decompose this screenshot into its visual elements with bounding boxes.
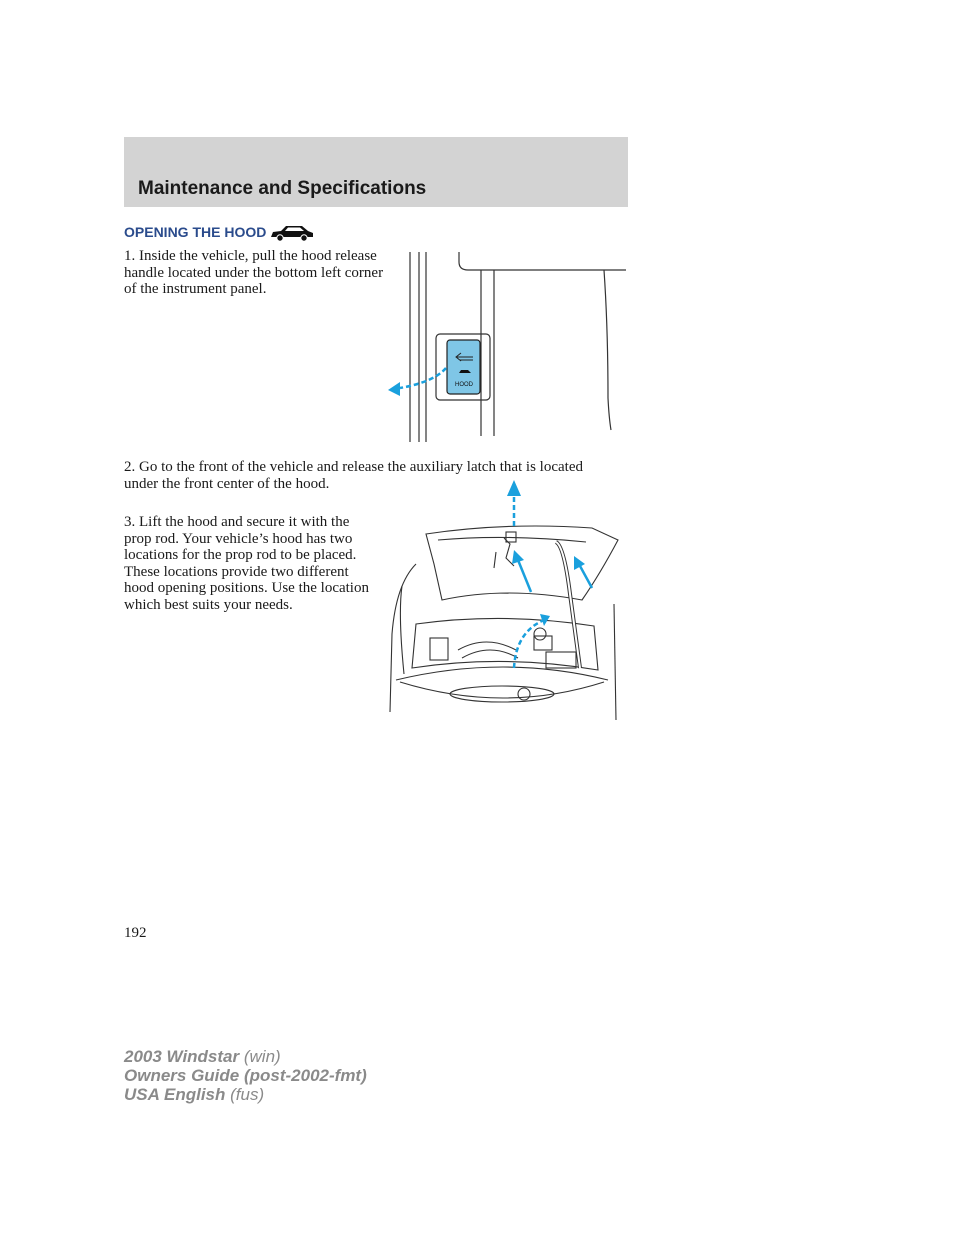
step-3-text: 3. Lift the hood and secure it with the prop rod. Your vehicle’s hood has two locations for the prop rod to be placed. These locations provide two different hood opening positions. Use the location which best suits your needs. xyxy=(124,514,369,613)
subhead-opening-the-hood xyxy=(124,222,315,242)
subhead-text: OPENING THE HOOD xyxy=(124,224,267,240)
footer-block xyxy=(124,1047,367,1104)
hood-open-illustration xyxy=(386,474,624,724)
step-2-text: 2. Go to the front of the vehicle and release the auxiliary latch that is located under the front center of the hood. xyxy=(124,459,583,492)
step-1-text: 1. Inside the vehicle, pull the hood release handle located under the bottom left corner of the instrument panel. xyxy=(124,248,384,297)
footer-model: 2003 Windstar xyxy=(124,1047,240,1066)
car-hood-icon xyxy=(269,222,315,242)
footer-model-tag: (win) xyxy=(243,1047,281,1066)
section-title: Maintenance and Specifications xyxy=(138,178,427,199)
footer-language: USA English xyxy=(124,1085,226,1104)
hood-handle-label: HOOD xyxy=(455,382,473,388)
page-number: 192 xyxy=(124,925,147,941)
footer-guide: Owners Guide (post-2002-fmt) xyxy=(124,1066,367,1085)
hood-release-illustration xyxy=(384,248,630,444)
footer-language-tag: (fus) xyxy=(230,1085,265,1104)
